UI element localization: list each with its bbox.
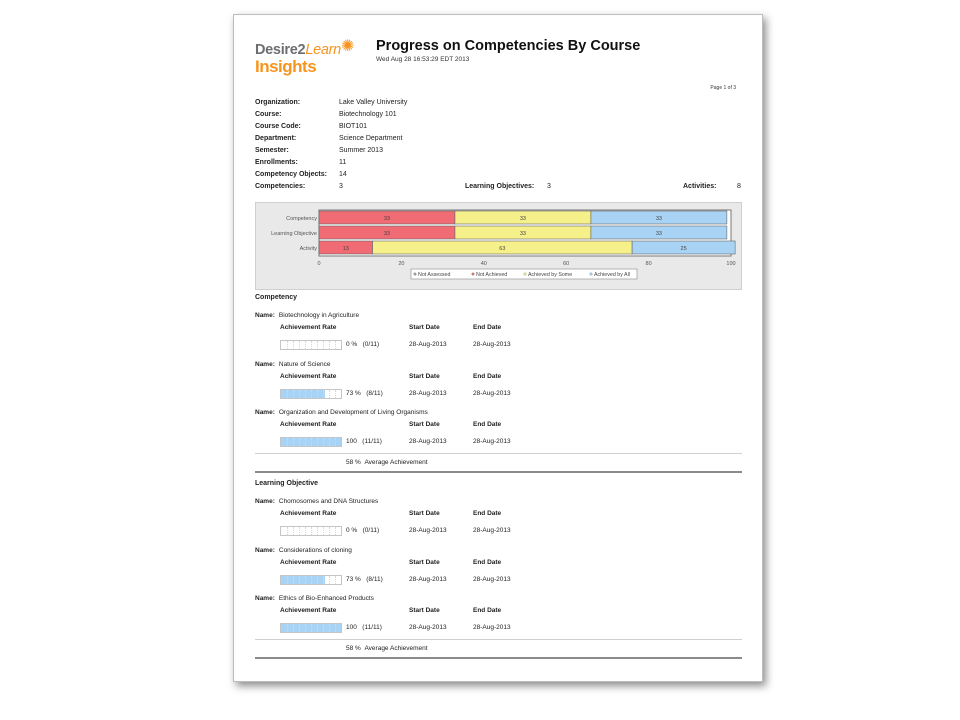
bar-tick bbox=[323, 341, 324, 349]
end-date: 28-Aug-2013 bbox=[473, 341, 511, 348]
section-heading: Competency bbox=[255, 294, 298, 301]
report-title: Progress on Competencies By Course bbox=[376, 38, 641, 54]
bar-tick bbox=[311, 390, 312, 398]
legend-label: Not Achieved bbox=[476, 272, 508, 278]
info-label: Competencies: bbox=[255, 183, 306, 190]
end-date-header: End Date bbox=[473, 607, 502, 614]
end-date: 28-Aug-2013 bbox=[473, 624, 511, 631]
info-label: Organization: bbox=[255, 99, 301, 106]
progress-chart bbox=[255, 202, 742, 290]
bar-tick bbox=[305, 438, 306, 446]
achievement-rate-bar bbox=[280, 437, 342, 447]
bar-tick bbox=[335, 527, 336, 535]
bar-tick bbox=[299, 438, 300, 446]
achievement-rate-text bbox=[346, 438, 382, 445]
start-date-header: Start Date bbox=[409, 558, 440, 566]
average-pct: 58 % bbox=[346, 644, 361, 652]
name-label: Name: bbox=[255, 360, 275, 368]
bar-tick bbox=[293, 341, 294, 349]
end-date: 28-Aug-2013 bbox=[473, 389, 511, 397]
bar-tick bbox=[329, 624, 330, 632]
bar-tick bbox=[329, 576, 330, 584]
achievement-rate-header: Achievement Rate bbox=[280, 421, 337, 428]
page-indicator: Page 1 of 3 bbox=[710, 85, 736, 91]
bar-tick bbox=[335, 341, 336, 349]
start-date-header: Start Date bbox=[409, 510, 440, 517]
achievement-count: (0/11) bbox=[362, 527, 380, 534]
achievement-rate-text bbox=[346, 624, 382, 631]
progress-chart-svg bbox=[256, 203, 743, 291]
item-name: Nature of Science bbox=[278, 360, 331, 368]
bar-tick bbox=[317, 438, 318, 446]
bar-tick bbox=[323, 390, 324, 398]
item-name-row bbox=[255, 547, 352, 554]
data-label: 63 bbox=[499, 246, 506, 252]
item-name-row bbox=[255, 312, 359, 319]
start-date-header: Start Date bbox=[409, 372, 440, 380]
achievement-pct: 0 % bbox=[346, 527, 358, 534]
data-label: 33 bbox=[655, 231, 662, 237]
legend-marker bbox=[472, 273, 475, 276]
bar-tick bbox=[323, 576, 324, 584]
bar-tick bbox=[293, 438, 294, 446]
achievement-count: (11/11) bbox=[362, 624, 382, 631]
section-divider bbox=[255, 657, 742, 659]
info-label: Activities: bbox=[683, 183, 717, 190]
achievement-count: (8/11) bbox=[366, 575, 383, 583]
category-label: Learning Objective bbox=[271, 231, 317, 237]
bar-tick bbox=[317, 624, 318, 632]
logo-insights-text: Insights bbox=[255, 57, 317, 76]
end-date-header: End Date bbox=[473, 421, 502, 428]
item-name: Chomosomes and DNA Structures bbox=[278, 498, 379, 505]
bar-tick bbox=[335, 390, 336, 398]
x-tick-label: 40 bbox=[480, 261, 487, 267]
bar-tick bbox=[299, 624, 300, 632]
logo-brand-text: Desire2 bbox=[255, 42, 306, 58]
report-page bbox=[233, 14, 763, 682]
achievement-rate-bar bbox=[280, 389, 342, 399]
name-label: Name: bbox=[255, 409, 275, 416]
start-date-header: Start Date bbox=[409, 607, 440, 614]
bar-tick bbox=[305, 341, 306, 349]
x-tick-label: 100 bbox=[726, 261, 736, 267]
bar-tick bbox=[293, 576, 294, 584]
item-name: Biotechnology in Agriculture bbox=[278, 312, 360, 319]
achievement-pct: 100 bbox=[346, 624, 357, 631]
end-date-header: End Date bbox=[473, 510, 502, 517]
bar-tick bbox=[293, 527, 294, 535]
divider bbox=[255, 639, 742, 640]
bar-tick bbox=[323, 438, 324, 446]
info-label: Learning Objectives: bbox=[465, 183, 535, 190]
bar-tick bbox=[287, 527, 288, 535]
info-value: Biotechnology 101 bbox=[339, 111, 397, 118]
achievement-rate-header: Achievement Rate bbox=[280, 372, 337, 380]
bar-tick bbox=[299, 390, 300, 398]
start-date: 28-Aug-2013 bbox=[409, 341, 447, 348]
bar-tick bbox=[293, 390, 294, 398]
bar-tick bbox=[335, 438, 336, 446]
bar-tick bbox=[311, 341, 312, 349]
item-name: Organization and Development of Living Organisms bbox=[278, 409, 428, 416]
achievement-count: (11/11) bbox=[362, 438, 382, 445]
legend-label: Achieved by All bbox=[594, 272, 630, 278]
bar-tick bbox=[323, 527, 324, 535]
achievement-rate-header: Achievement Rate bbox=[280, 607, 337, 614]
start-date: 28-Aug-2013 bbox=[409, 527, 447, 534]
info-label: Department: bbox=[255, 135, 297, 142]
bar-tick bbox=[329, 438, 330, 446]
section-divider bbox=[255, 471, 742, 473]
name-label: Name: bbox=[255, 498, 275, 505]
data-label: 33 bbox=[655, 216, 662, 222]
bar-tick bbox=[311, 576, 312, 584]
average-achievement bbox=[346, 645, 428, 652]
bar-tick bbox=[329, 527, 330, 535]
achievement-rate-header: Achievement Rate bbox=[280, 510, 337, 517]
info-label: Course: bbox=[255, 111, 282, 118]
bar-tick bbox=[287, 624, 288, 632]
item-name-row bbox=[255, 498, 378, 505]
info-label: Enrollments: bbox=[255, 159, 298, 166]
info-value: 3 bbox=[339, 183, 343, 190]
data-label: 13 bbox=[342, 246, 349, 252]
bar-tick bbox=[317, 576, 318, 584]
info-label: Competency Objects: bbox=[255, 171, 327, 178]
data-label: 33 bbox=[383, 216, 391, 222]
achievement-rate-text bbox=[346, 576, 383, 583]
end-date: 28-Aug-2013 bbox=[473, 527, 511, 534]
legend-label: Achieved by Some bbox=[528, 272, 573, 278]
achievement-count: (0/11) bbox=[362, 341, 380, 348]
achievement-pct: 100 bbox=[346, 438, 357, 445]
end-date: 28-Aug-2013 bbox=[473, 438, 511, 445]
bar-tick bbox=[287, 390, 288, 398]
section-heading: Learning Objective bbox=[255, 480, 319, 487]
category-label: Competency bbox=[286, 216, 317, 222]
info-value: BIOT101 bbox=[339, 123, 368, 130]
bar-tick bbox=[287, 576, 288, 584]
average-label: Average Achievement bbox=[364, 458, 428, 466]
info-value: 14 bbox=[339, 171, 347, 178]
achievement-rate-header: Achievement Rate bbox=[280, 324, 337, 331]
data-label: 25 bbox=[680, 246, 687, 252]
data-label: 33 bbox=[383, 231, 391, 237]
legend-marker bbox=[524, 273, 527, 276]
achievement-pct: 0 % bbox=[346, 341, 358, 348]
logo-learn-text: Learn bbox=[305, 42, 341, 58]
legend-marker bbox=[590, 273, 593, 276]
start-date: 28-Aug-2013 bbox=[409, 624, 447, 631]
bar-tick bbox=[305, 576, 306, 584]
data-label: 33 bbox=[519, 216, 527, 222]
end-date: 28-Aug-2013 bbox=[473, 575, 511, 583]
start-date: 28-Aug-2013 bbox=[409, 438, 447, 445]
start-date-header: Start Date bbox=[409, 421, 440, 428]
bar-tick bbox=[317, 341, 318, 349]
legend-marker bbox=[414, 273, 417, 276]
end-date-header: End Date bbox=[473, 558, 502, 566]
bar-tick bbox=[317, 527, 318, 535]
average-achievement bbox=[346, 459, 428, 466]
bar-tick bbox=[299, 341, 300, 349]
divider bbox=[255, 453, 742, 454]
legend-label: Not Assessed bbox=[418, 272, 451, 278]
item-name: Ethics of Bio-Enhanced Products bbox=[278, 595, 374, 602]
item-name-row bbox=[255, 361, 331, 368]
achievement-pct: 73 % bbox=[346, 575, 361, 583]
info-value: Summer 2013 bbox=[339, 147, 383, 154]
bar-tick bbox=[335, 576, 336, 584]
bar-tick bbox=[299, 527, 300, 535]
average-label: Average Achievement bbox=[364, 644, 428, 652]
desire2learn-insights-logo bbox=[255, 38, 355, 81]
info-value: 11 bbox=[339, 159, 347, 166]
bar-tick bbox=[329, 341, 330, 349]
bar-tick bbox=[317, 390, 318, 398]
x-tick-label: 0 bbox=[317, 261, 321, 267]
info-value: Lake Valley University bbox=[339, 99, 408, 106]
end-date-header: End Date bbox=[473, 324, 502, 331]
bar-tick bbox=[287, 341, 288, 349]
x-tick-label: 80 bbox=[645, 261, 652, 267]
info-value: Science Department bbox=[339, 135, 403, 142]
item-name-row bbox=[255, 595, 374, 602]
bar-tick bbox=[305, 527, 306, 535]
info-value: 8 bbox=[737, 183, 741, 190]
average-pct: 58 % bbox=[346, 458, 361, 466]
end-date-header: End Date bbox=[473, 372, 502, 380]
bar-tick bbox=[299, 576, 300, 584]
name-label: Name: bbox=[255, 595, 275, 602]
start-date-header: Start Date bbox=[409, 324, 440, 331]
achievement-pct: 73 % bbox=[346, 389, 361, 397]
achievement-rate-bar bbox=[280, 526, 342, 536]
start-date: 28-Aug-2013 bbox=[409, 389, 447, 397]
achievement-count: (8/11) bbox=[366, 389, 383, 397]
item-name-row bbox=[255, 409, 428, 416]
bar-tick bbox=[311, 438, 312, 446]
achievement-rate-text bbox=[346, 341, 379, 348]
bar-tick bbox=[293, 624, 294, 632]
info-label: Course Code: bbox=[255, 123, 301, 130]
x-tick-label: 20 bbox=[398, 261, 405, 267]
achievement-rate-text bbox=[346, 527, 379, 534]
bar-tick bbox=[335, 624, 336, 632]
bar-tick bbox=[305, 390, 306, 398]
category-label: Activity bbox=[299, 246, 317, 252]
bar-tick bbox=[323, 624, 324, 632]
start-date: 28-Aug-2013 bbox=[409, 575, 447, 583]
achievement-rate-bar bbox=[280, 340, 342, 350]
x-tick-label: 60 bbox=[563, 261, 570, 267]
achievement-rate-header: Achievement Rate bbox=[280, 558, 337, 566]
logo-burst-icon: ✺ bbox=[341, 38, 355, 55]
achievement-rate-bar bbox=[280, 623, 342, 633]
bar-tick bbox=[311, 624, 312, 632]
info-value: 3 bbox=[547, 183, 551, 190]
report-timestamp: Wed Aug 28 16:53:29 EDT 2013 bbox=[376, 56, 470, 63]
name-label: Name: bbox=[255, 546, 275, 554]
bar-tick bbox=[287, 438, 288, 446]
bar-tick bbox=[305, 624, 306, 632]
item-name: Considerations of cloning bbox=[278, 546, 352, 554]
info-label: Semester: bbox=[255, 147, 289, 154]
bar-tick bbox=[329, 390, 330, 398]
name-label: Name: bbox=[255, 312, 275, 319]
data-label: 33 bbox=[519, 231, 527, 237]
bar-tick bbox=[311, 527, 312, 535]
achievement-rate-text bbox=[346, 390, 383, 397]
achievement-rate-bar bbox=[280, 575, 342, 585]
